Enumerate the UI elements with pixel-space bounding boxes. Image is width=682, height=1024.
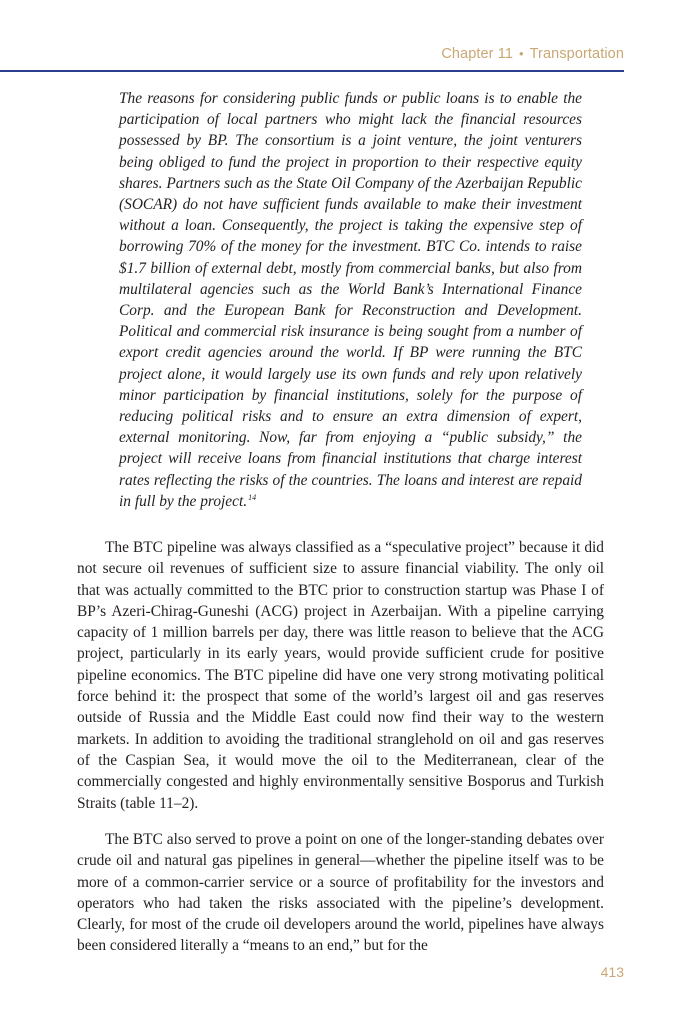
block-quote [119, 88, 582, 512]
footnote-reference: 14 [248, 492, 257, 502]
header-separator: • [518, 46, 524, 61]
block-quote-text: The reasons for considering public funds or public loans is to enable the participation of local partners who might lack the financial resources possessed by BP. The consortium is a joint venture, the joint venturers being obliged to fund the project in proportion to their respective equity shares. Partners such as the State Oil Company of the Azerbaijan Republic (SOCAR) do not have sufficient funds available to make their investment without a loan. Consequently, the project is taking the expensive step of borrowing 70% of the money for the investment. BTC Co. intends to raise $1.7 billion of external debt, mostly from commercial banks, but also from multilateral agencies such as the World Bank’s International Finance Corp. and the European Bank for Reconstruction and Development. Political and commercial risk insurance is being sought from a number of export credit agencies around the world. If BP were running the BTC project alone, it would largely use its own funds and rely upon relatively minor participation by financial institutions, solely for the purpose of reducing political risks and to ensure an extra dimension of expert, external monitoring. Now, far from enjoying a “public subsidy,” the project will receive loans from financial institutions that charge interest rates reflecting the risks of the countries. The loans and interest are repaid in full by the project. [119, 90, 582, 510]
page-number: 413 [600, 964, 624, 980]
section-label: Transportation [529, 46, 624, 62]
chapter-label: Chapter 11 [441, 46, 513, 62]
body-paragraph-1: The BTC pipeline was always classified as a “speculative project” because it did not secure oil revenues of sufficient size to assure financial viability. The only oil that was actually committed to the BTC prior to construction startup was Phase I of BP’s Azeri-Chirag-Guneshi (ACG) project in Azerbaijan. With a pipeline carrying capacity of 1 million barrels per day, there was little reason to believe that the ACG project, particularly in its early years, would provide sufficient crude for positive pipeline economics. The BTC pipeline did have one very strong motivating political force behind it: the prospect that some of the world’s largest oil and gas reserves outside of Russia and the Middle East could now find their way to the western markets. In addition to avoiding the traditional stranglehold on oil and gas reserves of the Caspian Sea, it would move the oil to the Mediterranean, clear of the commercially congested and highly environmentally sensitive Bosporus and Turkish Straits (table 11–2). [77, 539, 604, 812]
body-paragraph-2: The BTC also served to prove a point on one of the longer-standing debates over crude oil and natural gas pipelines in general—whether the pipeline itself was to be more of a common-carrier service or a source of profitability for the investors and operators who had taken the risks associated with the pipeline’s development. Clearly, for most of the crude oil developers around the world, pipelines have always been considered literally a “means to an end,” but for the [77, 831, 604, 955]
header-rule [0, 70, 624, 72]
running-header [441, 46, 624, 62]
